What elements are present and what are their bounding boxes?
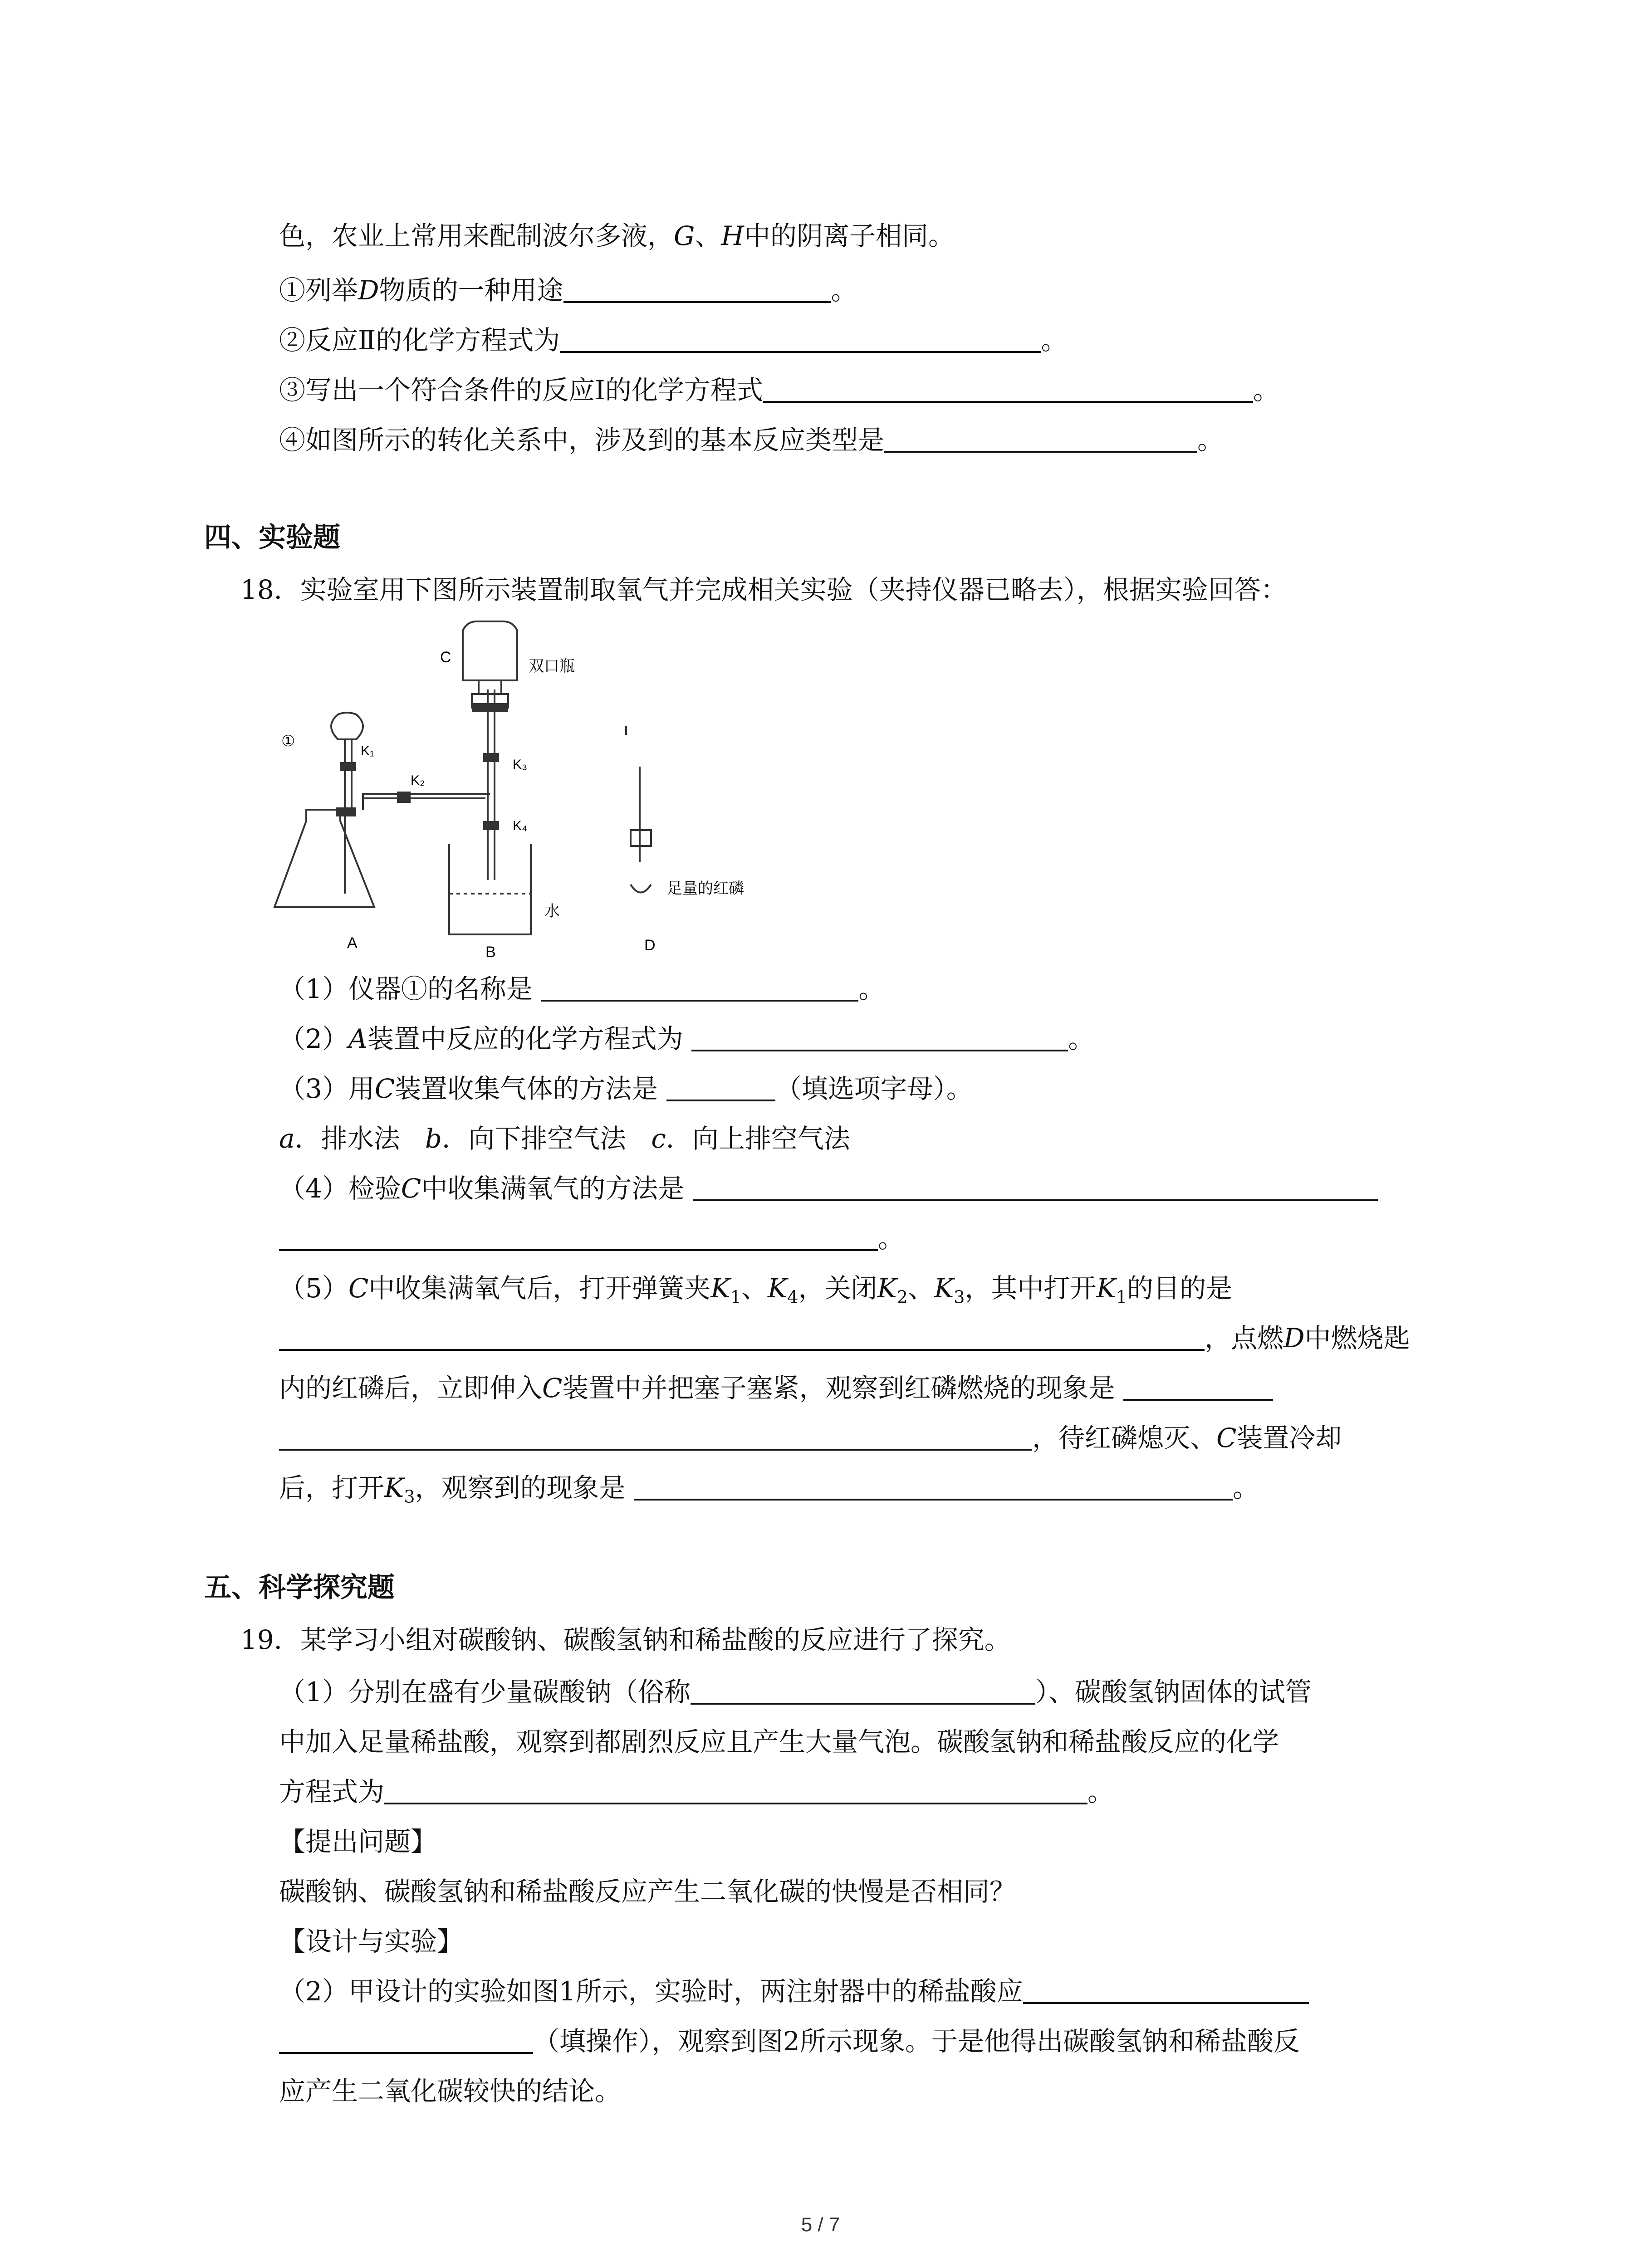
- text: 的目的是: [1127, 1273, 1233, 1304]
- q17-part-4: [279, 422, 1224, 458]
- text: C: [1216, 1422, 1237, 1453]
- conical-flask: [274, 810, 374, 907]
- q19-sub-2-line-2: [279, 2023, 1300, 2059]
- text: 。: [1068, 1023, 1095, 1054]
- text: K: [767, 1273, 788, 1304]
- q18-sub-4: [279, 1170, 1378, 1207]
- text: （2）: [279, 1023, 348, 1054]
- fig-label-k3: K₃: [513, 757, 528, 772]
- q18-sub-4-cont: [279, 1220, 904, 1256]
- answer-blank[interactable]: [666, 1072, 775, 1101]
- q17-part-1: [279, 272, 857, 308]
- text: 后，打开: [279, 1472, 385, 1503]
- text: K: [934, 1273, 954, 1304]
- text: ）、碳酸氢钠固体的试管: [1035, 1677, 1312, 1707]
- delivery-tube: [363, 794, 490, 810]
- text: （1）仪器①的名称是: [279, 973, 533, 1004]
- text: 。: [1041, 325, 1068, 356]
- text: 。: [1233, 1472, 1259, 1503]
- text: （填选项字母）。: [775, 1073, 973, 1104]
- answer-blank[interactable]: [279, 1322, 1205, 1351]
- answer-blank[interactable]: [691, 1022, 1068, 1051]
- answer-blank[interactable]: [279, 2025, 533, 2054]
- text: ，待红磷熄灭、: [1032, 1422, 1217, 1453]
- text: 色，农业上常用来配制波尔多液，: [279, 220, 674, 251]
- q18-sub-5-line-5: [279, 1470, 1259, 1515]
- q19-sub-1-line-2: 中加入足量稀盐酸，观察到都剧烈反应且产生大量气泡。碳酸氢钠和稀盐酸反应的化学: [279, 1726, 1279, 1757]
- text: 、: [907, 1273, 934, 1304]
- answer-blank[interactable]: [691, 1676, 1035, 1705]
- q17-part-2: [279, 322, 1067, 358]
- text: 、: [695, 220, 721, 251]
- section-heading-5: 五、科学探究题: [204, 1572, 395, 1603]
- answer-blank[interactable]: [1123, 1372, 1273, 1401]
- fig-label-water: 水: [544, 903, 560, 920]
- answer-blank[interactable]: [1023, 1975, 1309, 2004]
- text: 中收集满氧气的方法是: [421, 1173, 685, 1204]
- q19-sub-1-line-3: [279, 1774, 1114, 1810]
- fig-label-k1: K₁: [361, 743, 375, 758]
- q19-stem: 19．某学习小组对碳酸钠、碳酸氢钠和稀盐酸的反应进行了探究。: [240, 1624, 1011, 1655]
- q18-sub-5-line-1: [279, 1270, 1232, 1315]
- text: 。: [1253, 375, 1279, 406]
- text: 装置冷却: [1236, 1422, 1342, 1453]
- text: A: [348, 1023, 367, 1054]
- text: 3: [404, 1486, 415, 1507]
- fig-label-d: D: [644, 937, 656, 954]
- answer-blank[interactable]: [560, 324, 1041, 353]
- q18-sub-5-line-3: [279, 1370, 1273, 1406]
- text: K: [384, 1472, 404, 1503]
- text: ①列举: [279, 275, 358, 306]
- text: （1）分别在盛有少量碳酸钠（俗称: [279, 1677, 691, 1707]
- q17-part-3: [279, 372, 1279, 408]
- answer-blank[interactable]: [693, 1172, 1378, 1201]
- text: ．向上排空气法: [666, 1123, 850, 1154]
- text: C: [348, 1273, 369, 1304]
- text: （2）甲设计的实验如图1所示，实验时，两注射器中的稀盐酸应: [279, 1976, 1023, 2007]
- text: ，关闭: [798, 1273, 877, 1304]
- answer-blank[interactable]: [884, 424, 1197, 453]
- answer-blank[interactable]: [763, 374, 1253, 403]
- text: c: [651, 1123, 666, 1154]
- answer-blank[interactable]: [384, 1775, 1087, 1804]
- text: 2: [896, 1287, 908, 1307]
- text: 物质的一种用途: [379, 275, 563, 306]
- text: （填操作），观察到图2所示现象。于是他得出碳酸氢钠和稀盐酸反: [533, 2026, 1300, 2057]
- text: 。: [1197, 425, 1224, 455]
- two-neck-bottle: [463, 621, 517, 680]
- text: 3: [954, 1287, 965, 1307]
- clamp-k1: [340, 762, 356, 771]
- text: K: [710, 1273, 730, 1304]
- text: （3）用: [279, 1073, 375, 1104]
- q19-sub-2-line-3: 应产生二氧化碳较快的结论。: [279, 2076, 622, 2107]
- text: D: [1283, 1323, 1305, 1354]
- q18-sub-1: [279, 971, 885, 1007]
- q18-sub-5-line-2: [279, 1320, 1410, 1356]
- text: G: [674, 220, 695, 251]
- text: C: [374, 1073, 395, 1104]
- separating-funnel: [331, 713, 363, 739]
- text: C: [542, 1373, 563, 1403]
- q17-line-0: [279, 218, 955, 254]
- answer-blank[interactable]: [634, 1471, 1233, 1501]
- text: 中收集满氧气后，打开弹簧夹: [368, 1273, 711, 1304]
- fig-label-k4: K₄: [513, 818, 528, 833]
- text: ．排水法: [294, 1123, 400, 1154]
- q18-options: [279, 1120, 850, 1157]
- text: （5）: [279, 1273, 348, 1304]
- text: 。: [878, 1223, 905, 1254]
- text: 中燃烧匙: [1304, 1323, 1410, 1354]
- q18-sub-2: [279, 1021, 1094, 1057]
- text: C: [401, 1173, 421, 1204]
- bracket-design: 【设计与实验】: [279, 1926, 464, 1957]
- text: 。: [858, 973, 885, 1004]
- text: 装置中反应的化学方程式为: [367, 1023, 683, 1054]
- text: 方程式为: [279, 1776, 385, 1807]
- text: 。: [1087, 1776, 1114, 1807]
- text: H: [721, 220, 744, 251]
- fig-label-b: B: [485, 943, 496, 961]
- text: ②反应Ⅱ的化学方程式为: [279, 325, 560, 356]
- text: ．向下排空气法: [442, 1123, 627, 1154]
- fig-label-c: C: [440, 649, 451, 666]
- text: K: [1096, 1273, 1116, 1304]
- text: 。: [831, 275, 857, 306]
- q18-stem: 18．实验室用下图所示装置制取氧气并完成相关实验（夹持仪器已略去），根据实验回答：: [240, 574, 1287, 605]
- text: ③写出一个符合条件的反应Ⅰ的化学方程式: [279, 375, 763, 406]
- fig-label-k2: K₂: [411, 773, 425, 788]
- fig-label-red-p: 足量的红磷: [667, 880, 744, 897]
- q18-sub-5-line-4: [279, 1420, 1342, 1456]
- clamp-k3: [483, 753, 499, 762]
- text: 、: [741, 1273, 768, 1304]
- research-question: 碳酸钠、碳酸氢钠和稀盐酸反应产生二氧化碳的快慢是否相同？: [279, 1876, 1016, 1907]
- text: 中的阴离子相同。: [744, 220, 955, 251]
- q19-sub-1-line-1: [279, 1674, 1312, 1710]
- text: ，点燃: [1205, 1323, 1284, 1354]
- answer-blank[interactable]: [563, 274, 831, 303]
- beaker: [449, 844, 531, 934]
- fig-label-a: A: [347, 934, 358, 952]
- answer-blank[interactable]: [279, 1422, 1032, 1451]
- answer-blank[interactable]: [279, 1222, 878, 1251]
- apparatus-figure: [272, 617, 744, 966]
- text: D: [358, 275, 379, 306]
- fig-label-1: ①: [281, 733, 295, 750]
- section-heading-4: 四、实验题: [204, 522, 340, 553]
- text: （4）检验: [279, 1173, 401, 1204]
- text: ，其中打开: [965, 1273, 1097, 1304]
- text: 装置收集气体的方法是: [395, 1073, 658, 1104]
- text: 装置中并把塞子塞紧，观察到红磷燃烧的现象是: [562, 1373, 1115, 1403]
- text: b: [425, 1123, 442, 1154]
- text: ④如图所示的转化关系中，涉及到的基本反应类型是: [279, 425, 885, 455]
- text: ，观察到的现象是: [415, 1472, 626, 1503]
- clamp-k2: [397, 792, 411, 803]
- text: 内的红磷后，立即伸入: [279, 1373, 543, 1403]
- q19-sub-2-line-1: [279, 1973, 1309, 2009]
- text: 4: [787, 1287, 798, 1307]
- page-number: 5 / 7: [801, 2214, 840, 2236]
- bracket-question: 【提出问题】: [279, 1826, 437, 1857]
- text: 1: [1116, 1287, 1127, 1307]
- text: K: [877, 1273, 897, 1304]
- clamp-k4: [483, 821, 499, 830]
- text: a: [279, 1123, 295, 1154]
- fig-label-bottle: 双口瓶: [529, 658, 575, 675]
- answer-blank[interactable]: [541, 973, 858, 1002]
- q18-sub-3: [279, 1070, 973, 1107]
- text: 1: [730, 1287, 741, 1307]
